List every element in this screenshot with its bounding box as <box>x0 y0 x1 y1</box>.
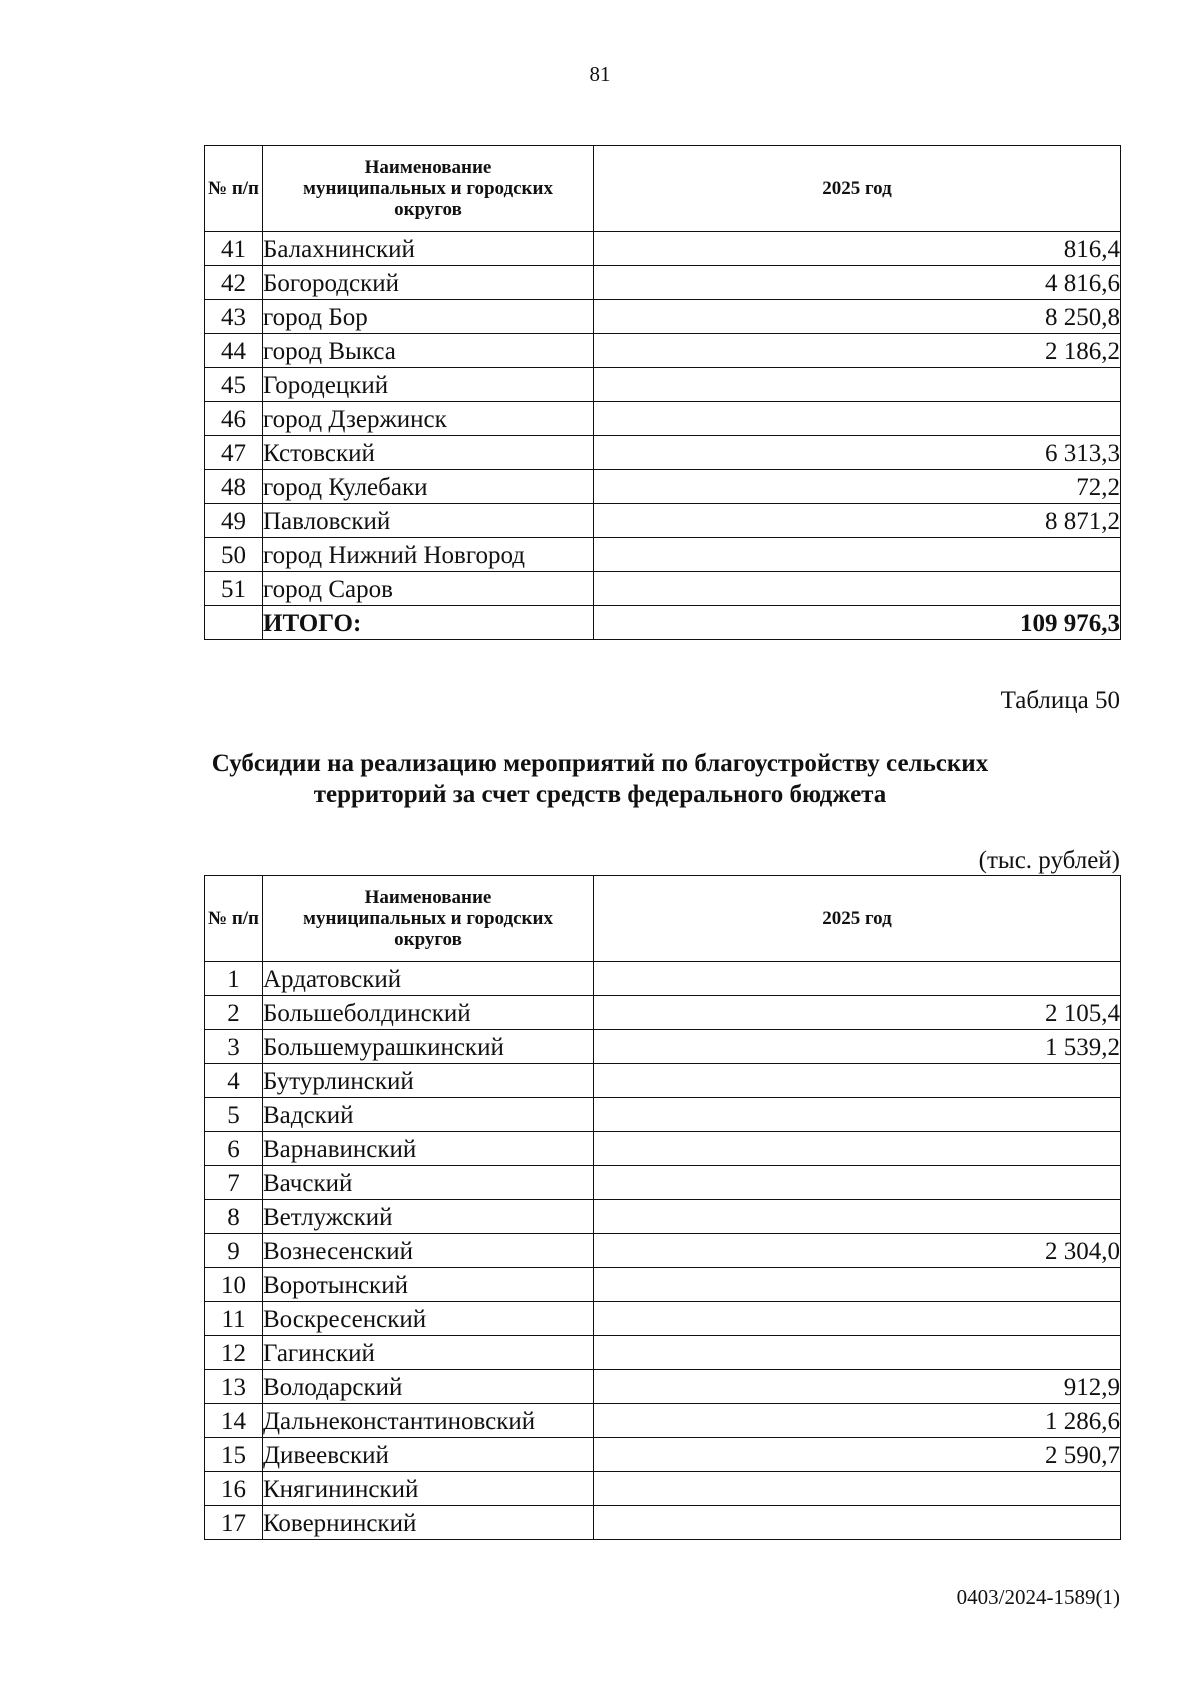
table-row <box>205 368 1121 402</box>
header-year: 2025 год <box>594 876 1121 962</box>
row-number: 44 <box>205 334 263 368</box>
row-name: Павловский <box>263 504 594 538</box>
header-num: № п/п <box>205 876 263 962</box>
row-number: 43 <box>205 300 263 334</box>
row-number: 3 <box>205 1030 263 1064</box>
row-name: Бутурлинский <box>263 1064 594 1098</box>
table-row <box>205 1370 1121 1404</box>
row-name: Большемурашкинский <box>263 1030 594 1064</box>
row-number: 9 <box>205 1234 263 1268</box>
row-number: 11 <box>205 1302 263 1336</box>
row-name: Кстовский <box>263 436 594 470</box>
row-name: Балахнинский <box>263 232 594 266</box>
row-number: 50 <box>205 538 263 572</box>
row-name: Дальнеконстантиновский <box>263 1404 594 1438</box>
table-heading-line-1: Субсидии на реализацию мероприятий по благоустройству сельских <box>211 750 989 777</box>
total-value: 109 976,3 <box>594 606 1121 640</box>
row-name: город Дзержинск <box>263 402 594 436</box>
page-number: 81 <box>589 62 611 86</box>
table-row <box>205 962 1121 996</box>
table-row <box>205 1404 1121 1438</box>
row-value <box>594 1336 1121 1370</box>
subsidy-table-50 <box>204 875 1121 1540</box>
row-number: 8 <box>205 1200 263 1234</box>
row-value: 8 250,8 <box>594 300 1121 334</box>
table-row <box>205 1234 1121 1268</box>
row-name: Гагинский <box>263 1336 594 1370</box>
table-caption: Таблица 50 <box>1000 687 1120 714</box>
row-name: город Нижний Новгород <box>263 538 594 572</box>
row-value: 72,2 <box>594 470 1121 504</box>
table-row <box>205 232 1121 266</box>
table-heading <box>0 748 1200 810</box>
row-number: 2 <box>205 996 263 1030</box>
row-name: Богородский <box>263 266 594 300</box>
row-name: Вадский <box>263 1098 594 1132</box>
row-name: Большеболдинский <box>263 996 594 1030</box>
row-name: Ардатовский <box>263 962 594 996</box>
row-value <box>594 1472 1121 1506</box>
row-value <box>594 962 1121 996</box>
row-number: 46 <box>205 402 263 436</box>
table-row <box>205 996 1121 1030</box>
table-row <box>205 1064 1121 1098</box>
table-row <box>205 1302 1121 1336</box>
row-name: город Выкса <box>263 334 594 368</box>
row-name: город Бор <box>263 300 594 334</box>
row-value: 2 105,4 <box>594 996 1121 1030</box>
row-value <box>594 538 1121 572</box>
table-row <box>205 1098 1121 1132</box>
row-name: Ковернинский <box>263 1506 594 1540</box>
total-row <box>205 606 1121 640</box>
table-row <box>205 572 1121 606</box>
row-name: Володарский <box>263 1370 594 1404</box>
table-row <box>205 504 1121 538</box>
document-code: 0403/2024-1589(1) <box>956 1585 1120 1609</box>
table-row <box>205 300 1121 334</box>
table-row <box>205 1200 1121 1234</box>
row-name: Городецкий <box>263 368 594 402</box>
row-value: 8 871,2 <box>594 504 1121 538</box>
row-number: 5 <box>205 1098 263 1132</box>
row-number: 17 <box>205 1506 263 1540</box>
row-value <box>594 1506 1121 1540</box>
row-name: Княгининский <box>263 1472 594 1506</box>
row-value <box>594 1268 1121 1302</box>
subsidy-table-continued <box>204 145 1121 640</box>
row-number: 10 <box>205 1268 263 1302</box>
row-number: 1 <box>205 962 263 996</box>
row-value <box>594 1098 1121 1132</box>
row-number: 42 <box>205 266 263 300</box>
row-value <box>594 1064 1121 1098</box>
row-value: 4 816,6 <box>594 266 1121 300</box>
row-value: 2 304,0 <box>594 1234 1121 1268</box>
total-label: ИТОГО: <box>263 606 594 640</box>
row-name: Вознесенский <box>263 1234 594 1268</box>
table-row <box>205 266 1121 300</box>
row-number: 14 <box>205 1404 263 1438</box>
row-value: 2 186,2 <box>594 334 1121 368</box>
header-name: Наименование муниципальных и городских округов <box>263 146 594 232</box>
table-row <box>205 1438 1121 1472</box>
row-number: 6 <box>205 1132 263 1166</box>
row-value <box>594 1200 1121 1234</box>
row-value <box>594 572 1121 606</box>
row-value: 1 286,6 <box>594 1404 1121 1438</box>
row-value: 2 590,7 <box>594 1438 1121 1472</box>
table-row <box>205 334 1121 368</box>
row-number: 4 <box>205 1064 263 1098</box>
row-value <box>594 368 1121 402</box>
table-heading-line-2: территорий за счет средств федерального бюджета <box>313 781 887 808</box>
units-label: (тыс. рублей) <box>978 847 1120 874</box>
row-name: Воротынский <box>263 1268 594 1302</box>
total-empty-cell <box>205 606 263 640</box>
table-row <box>205 1472 1121 1506</box>
row-value <box>594 1302 1121 1336</box>
row-number: 7 <box>205 1166 263 1200</box>
row-number: 45 <box>205 368 263 402</box>
table-row <box>205 1336 1121 1370</box>
row-value <box>594 402 1121 436</box>
table-row <box>205 1030 1121 1064</box>
row-value <box>594 1132 1121 1166</box>
table-row <box>205 1132 1121 1166</box>
table-row <box>205 436 1121 470</box>
header-name: Наименование муниципальных и городских округов <box>263 876 594 962</box>
row-name: Ветлужский <box>263 1200 594 1234</box>
table-row <box>205 1268 1121 1302</box>
row-name: Дивеевский <box>263 1438 594 1472</box>
row-name: Варнавинский <box>263 1132 594 1166</box>
row-number: 48 <box>205 470 263 504</box>
row-name: Воскресенский <box>263 1302 594 1336</box>
table-row <box>205 402 1121 436</box>
row-value: 816,4 <box>594 232 1121 266</box>
row-name: город Саров <box>263 572 594 606</box>
header-year: 2025 год <box>594 146 1121 232</box>
row-value <box>594 1166 1121 1200</box>
row-value: 6 313,3 <box>594 436 1121 470</box>
header-num: № п/п <box>205 146 263 232</box>
table-row <box>205 470 1121 504</box>
row-number: 15 <box>205 1438 263 1472</box>
row-value: 912,9 <box>594 1370 1121 1404</box>
row-number: 49 <box>205 504 263 538</box>
table-row <box>205 1506 1121 1540</box>
row-name: Вачский <box>263 1166 594 1200</box>
row-name: город Кулебаки <box>263 470 594 504</box>
row-number: 16 <box>205 1472 263 1506</box>
row-number: 12 <box>205 1336 263 1370</box>
row-number: 47 <box>205 436 263 470</box>
table-row <box>205 1166 1121 1200</box>
row-number: 13 <box>205 1370 263 1404</box>
table-row <box>205 538 1121 572</box>
row-value: 1 539,2 <box>594 1030 1121 1064</box>
row-number: 41 <box>205 232 263 266</box>
row-number: 51 <box>205 572 263 606</box>
